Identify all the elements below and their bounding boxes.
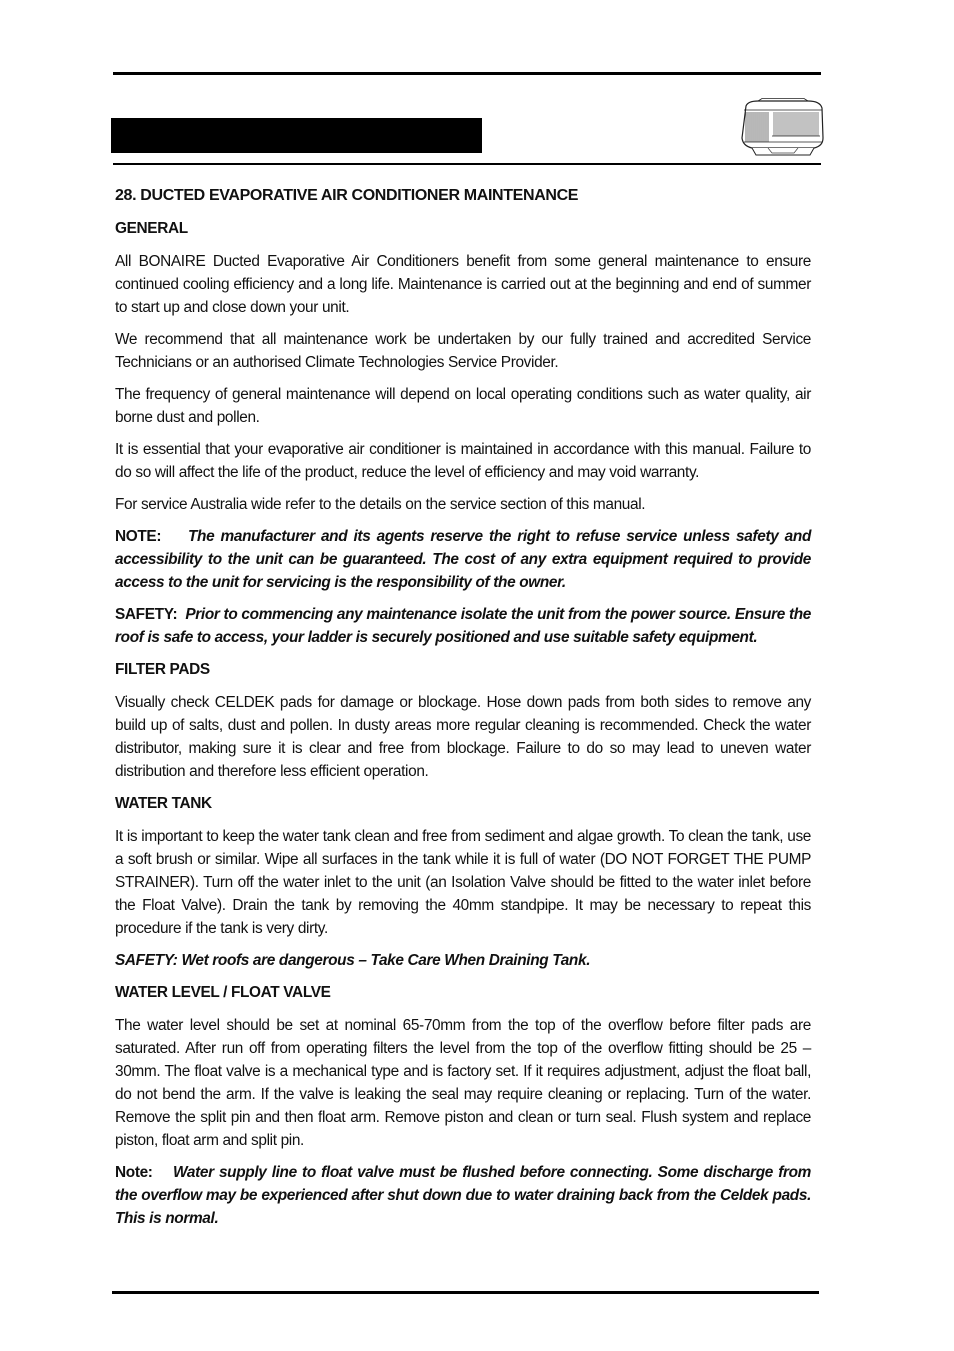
filter-pads-heading: FILTER PADS: [115, 661, 210, 678]
evaporative-cooler-unit-icon: [738, 98, 826, 158]
note-label-2: Note:: [115, 1164, 153, 1181]
water-level-note: [115, 1161, 811, 1230]
note-label: NOTE:: [115, 528, 162, 545]
note-text-2: Water supply line to float valve must be flushed before connecting. Some discharge from the overflow may be experienced after shut down due to water draining back from the Celdek pads. This is normal.: [115, 1164, 811, 1227]
water-tank-text: It is important to keep the water tank clean and free from sediment and algae growth. To clean the tank, use a soft brush or similar. Wipe all surfaces in the tank while it is full of water (DO NOT FORGET THE PUMP STRAINER). Turn off the water inlet to the unit (an Isolation Valve should be fitted to the water inlet before the Float Valve). Drain the tank by removing the 40mm standpipe. It may be necessary to repeat this procedure if the tank is very dirty.: [115, 828, 811, 937]
general-heading: GENERAL: [115, 220, 188, 237]
water-level-text: The water level should be set at nominal 65-70mm from the top of the overflow before filter pads are saturated. After run off from operating filters the level from the top of the overflow fitting should be 25 – 30mm. The float valve is a mechanical type and is factory set. If it requires adjustment, adjust the float ball, do not bend the arm. If the valve is leaking the seal may require cleaning or replacing. Turn of the water. Remove the split pin and then float arm. Remove piston and clean or turn seal. Flush system and replace piston, float arm and split pin.: [115, 1017, 811, 1149]
header-rule-bottom: [113, 163, 821, 165]
page-content: [115, 184, 811, 1239]
general-paragraph-1: All BONAIRE Ducted Evaporative Air Conditioners benefit from some general maintenance to ensure continued cooling efficiency and a long life. Maintenance is carried out at the beginning and end of summer to start up and close down your unit.: [115, 253, 811, 316]
filter-pads-text: Visually check CELDEK pads for damage or blockage. Hose down pads from both sides to remove any build up of salts, dust and pollen. In dusty areas more regular cleaning is recommended. Check the water distributor, making sure it is clear and free from blockage. Failure to do so may lead to uneven water distribution and therefore less efficient operation.: [115, 694, 811, 780]
water-level-heading: WATER LEVEL / FLOAT VALVE: [115, 984, 331, 1001]
safety-text: Prior to commencing any maintenance isolate the unit from the power source. Ensure the roof is safe to access, your ladder is securely positioned and use suitable safety equipment.: [115, 606, 811, 646]
safety-statement: [115, 603, 811, 649]
general-paragraph-5: For service Australia wide refer to the details on the service section of this manual.: [115, 496, 646, 513]
header-rule-top: [113, 72, 821, 75]
footer-rule: [112, 1291, 819, 1294]
note-text: The manufacturer and its agents reserve the right to refuse service unless safety and accessibility to the unit can be guaranteed. The cost of any extra equipment required to provide access to the unit for servicing is the responsibility of the owner.: [115, 528, 811, 591]
general-note: [115, 525, 811, 594]
general-paragraph-3: The frequency of general maintenance will depend on local operating conditions such as water quality, air borne dust and pollen.: [115, 386, 811, 426]
header-title-bar: [111, 118, 482, 153]
general-paragraph-4: It is essential that your evaporative air conditioner is maintained in accordance with this manual. Failure to do so will affect the life of the product, reduce the level of efficiency and may void warranty.: [115, 441, 811, 481]
general-paragraph-2: We recommend that all maintenance work be undertaken by our fully trained and accredited Service Technicians or an authorised Climate Technologies Service Provider.: [115, 331, 811, 371]
water-tank-safety: SAFETY: Wet roofs are dangerous – Take Care When Draining Tank.: [115, 952, 591, 969]
water-tank-heading: WATER TANK: [115, 795, 212, 812]
safety-label: SAFETY:: [115, 606, 178, 623]
section-title: 28. DUCTED EVAPORATIVE AIR CONDITIONER MAINTENANCE: [115, 187, 579, 204]
